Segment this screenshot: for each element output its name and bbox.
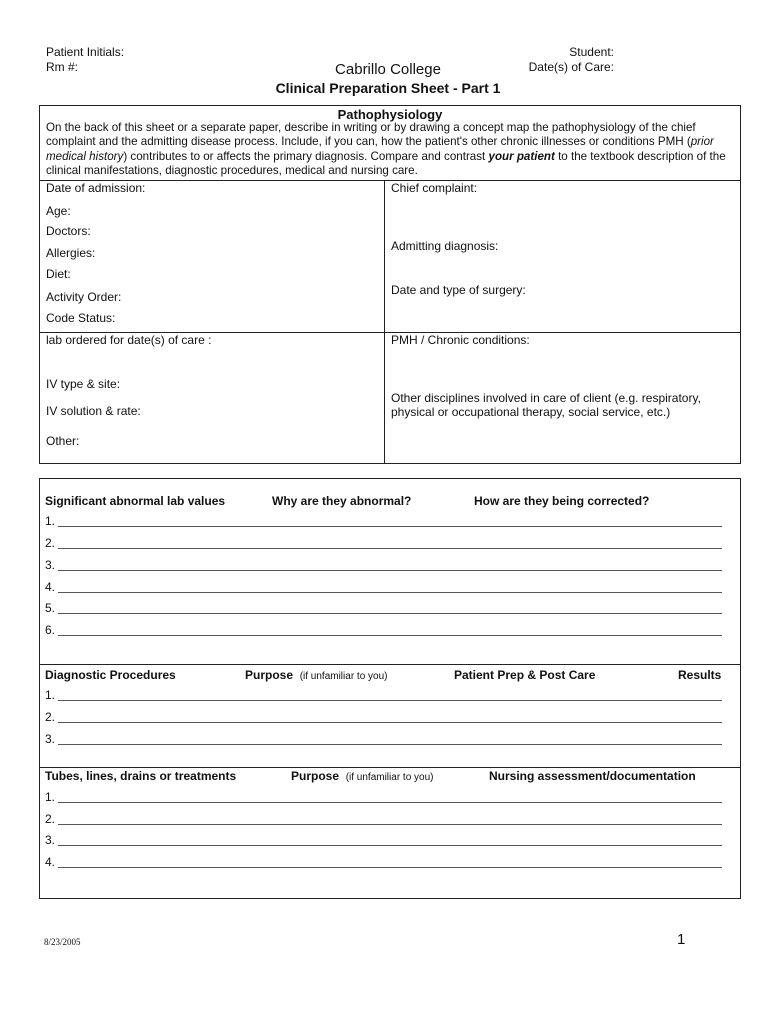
patho-text-italic: prior medical history	[46, 135, 714, 163]
lab-values-header: Significant abnormal lab values	[45, 494, 226, 508]
divider-horizontal	[40, 664, 740, 665]
diagnostic-row[interactable]	[45, 688, 722, 702]
page-number: 1	[677, 931, 686, 948]
date-of-admission-label: Date of admission:	[46, 181, 146, 195]
why-abnormal-header: Why are they abnormal?	[272, 494, 412, 508]
tubes-purpose-header	[291, 769, 434, 783]
row-number: 1.	[45, 790, 56, 804]
patho-text-part-a: On the back of this sheet or a separate paper, describe in writing or by drawing a concept map the pathophysiology of the chief complaint and the admitting disease process. Include, if you can, how the patient's other chronic illnesses or conditions PMH (	[46, 121, 696, 149]
fill-line	[58, 802, 722, 803]
dates-of-care-label: Date(s) of Care:	[528, 60, 614, 74]
tubes-row[interactable]	[45, 855, 722, 869]
row-number: 2.	[45, 536, 56, 550]
footer-date: 8/23/2005	[44, 937, 81, 947]
row-number: 3.	[45, 558, 56, 572]
admitting-diagnosis-label: Admitting diagnosis:	[391, 239, 499, 253]
other-disciplines-label-1: Other disciplines involved in care of client (e.g. respiratory,	[391, 391, 701, 405]
surgery-label: Date and type of surgery:	[391, 283, 526, 297]
fill-line	[58, 744, 722, 745]
sheet-title: Clinical Preparation Sheet - Part 1	[275, 80, 501, 96]
college-name: Cabrillo College	[335, 61, 441, 78]
patho-text-your-patient: your patient	[488, 149, 555, 163]
tubes-purpose-label: Purpose	[291, 769, 340, 783]
patient-initials-label: Patient Initials:	[46, 45, 125, 59]
other-label: Other:	[46, 434, 80, 448]
tubes-row[interactable]	[45, 833, 722, 847]
lab-row[interactable]	[45, 580, 722, 594]
nursing-assessment-header: Nursing assessment/documentation	[489, 769, 696, 783]
allergies-label: Allergies:	[46, 246, 96, 260]
divider-vertical	[384, 180, 385, 464]
fill-line	[58, 700, 722, 701]
iv-solution-label: IV solution & rate:	[46, 404, 141, 418]
fill-line	[58, 867, 722, 868]
lab-ordered-label: lab ordered for date(s) of care :	[46, 333, 212, 347]
activity-order-label: Activity Order:	[46, 290, 122, 304]
fill-line	[58, 592, 722, 593]
tubes-row[interactable]	[45, 790, 722, 804]
results-header: Results	[678, 668, 722, 682]
lab-row[interactable]	[45, 536, 722, 550]
row-number: 2.	[45, 710, 56, 724]
row-number: 5.	[45, 601, 56, 615]
row-number: 1.	[45, 514, 56, 528]
diag-purpose-header	[245, 668, 388, 682]
chief-complaint-label: Chief complaint:	[391, 181, 478, 195]
tubes-header: Tubes, lines, drains or treatments	[45, 769, 237, 783]
fill-line	[58, 613, 722, 614]
fill-line	[58, 635, 722, 636]
lab-row[interactable]	[45, 558, 722, 572]
row-number: 4.	[45, 580, 56, 594]
row-number: 2.	[45, 812, 56, 826]
fill-line	[58, 526, 722, 527]
fill-line	[58, 722, 722, 723]
code-status-label: Code Status:	[46, 311, 116, 325]
row-number: 3.	[45, 732, 56, 746]
fill-line	[58, 570, 722, 571]
row-number: 4.	[45, 855, 56, 869]
doctors-label: Doctors:	[46, 224, 91, 238]
tubes-row[interactable]	[45, 812, 722, 826]
room-number-label: Rm #:	[46, 60, 79, 74]
iv-type-label: IV type & site:	[46, 377, 121, 391]
pathophysiology-instructions	[46, 121, 730, 179]
how-corrected-header: How are they being corrected?	[474, 494, 650, 508]
student-label: Student:	[569, 45, 614, 59]
lab-row[interactable]	[45, 514, 722, 528]
diagnostic-procedures-header: Diagnostic Procedures	[45, 668, 176, 682]
patient-prep-header: Patient Prep & Post Care	[454, 668, 596, 682]
fill-line	[58, 548, 722, 549]
diag-purpose-note: (if unfamiliar to you)	[299, 671, 388, 682]
diet-label: Diet:	[46, 267, 71, 281]
lab-row[interactable]	[45, 601, 722, 615]
lab-row[interactable]	[45, 623, 722, 637]
patho-text-part-b: ) contributes to or affects the primary diagnosis. Compare and contrast	[123, 149, 489, 163]
pmh-label: PMH / Chronic conditions:	[391, 333, 530, 347]
patient-info-box	[39, 105, 741, 464]
other-disciplines-label-2: physical or occupational therapy, social service, etc.)	[391, 405, 671, 419]
diagnostic-row[interactable]	[45, 732, 722, 746]
row-number: 3.	[45, 833, 56, 847]
diag-purpose-label: Purpose	[245, 668, 294, 682]
tubes-purpose-note: (if unfamiliar to you)	[345, 772, 434, 783]
age-label: Age:	[46, 204, 71, 218]
patho-text-part-c: to the textbook description of the clinical manifestations, diagnostic procedures, medical and nursing care.	[46, 149, 726, 178]
divider-horizontal	[40, 767, 740, 768]
row-number: 1.	[45, 688, 56, 702]
fill-line	[58, 845, 722, 846]
row-number: 6.	[45, 623, 56, 637]
diagnostic-row[interactable]	[45, 710, 722, 724]
fill-line	[58, 824, 722, 825]
pathophysiology-title: Pathophysiology	[337, 107, 443, 122]
